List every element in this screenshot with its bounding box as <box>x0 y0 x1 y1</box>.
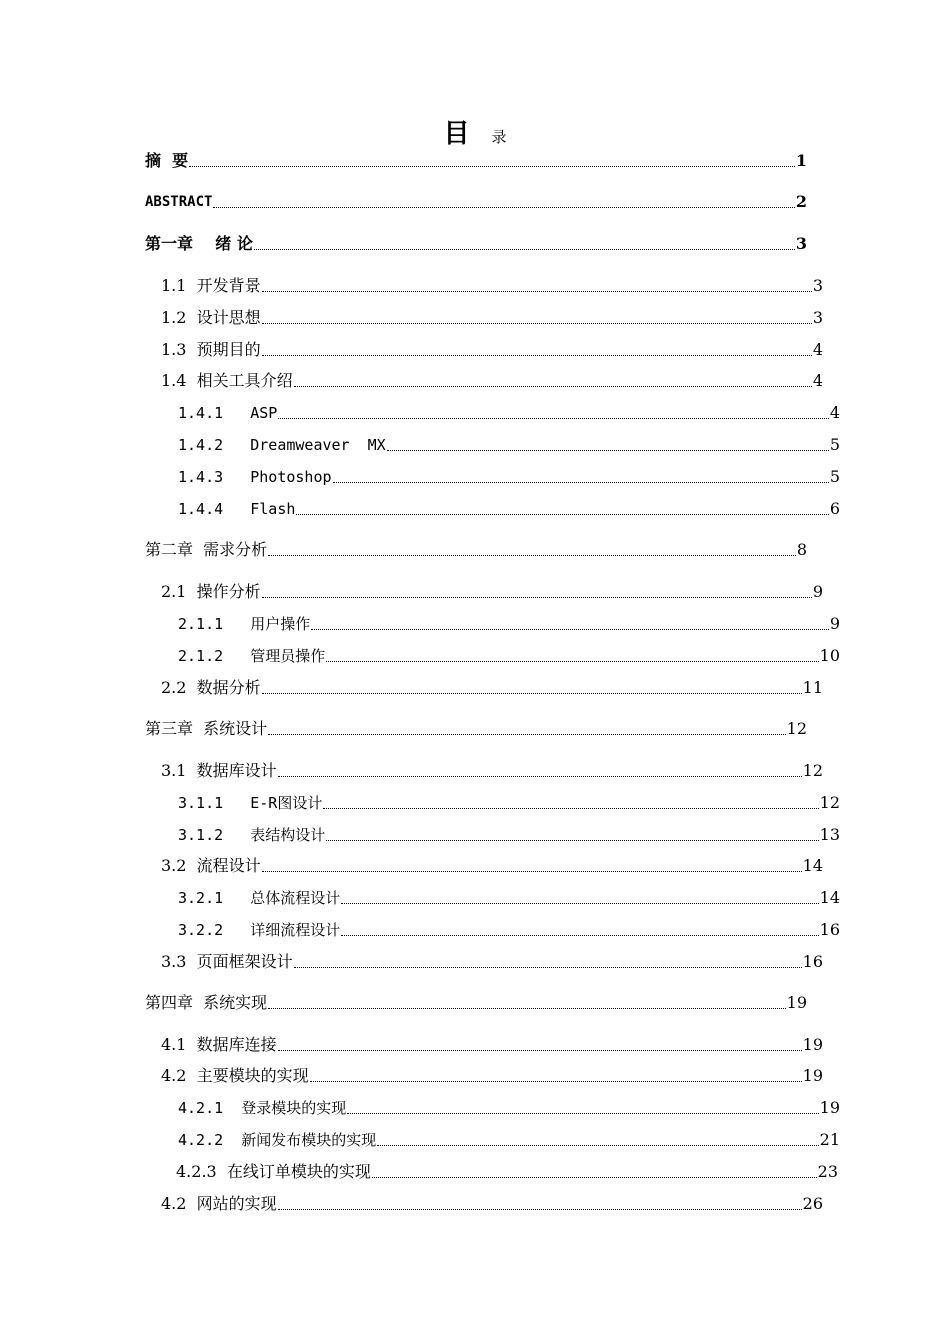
toc-leader-dots <box>296 512 828 515</box>
toc-entry-4-2-1[interactable] <box>145 1095 840 1119</box>
toc-entry-label: 2.2 数据分析 <box>161 678 261 697</box>
toc-entry-label: 2.1 操作分析 <box>161 582 261 601</box>
toc-entry-label: 4.2.2 新闻发布模块的实现 <box>178 1131 377 1149</box>
toc-entry-abstract-en[interactable] <box>145 189 807 213</box>
toc-entry-label: 1.4.2 Dreamweaver MX <box>178 436 386 454</box>
toc-entry-page: 14 <box>819 888 840 907</box>
toc-entry-3-2-2[interactable] <box>145 917 840 941</box>
toc-entry-page: 26 <box>802 1194 823 1213</box>
toc-leader-dots <box>262 289 812 292</box>
toc-entry-2-1[interactable] <box>145 579 823 603</box>
toc-entry-3-1[interactable] <box>145 758 823 782</box>
toc-entry-4-2-3[interactable] <box>145 1159 838 1183</box>
toc-entry-label: 1.1 开发背景 <box>161 276 261 295</box>
toc-entry-page: 14 <box>802 856 823 875</box>
toc-entry-chapter-2[interactable] <box>145 537 807 561</box>
toc-entry-label: 3.2.2 详细流程设计 <box>178 921 341 939</box>
toc-entry-page: 12 <box>802 761 823 780</box>
toc-title <box>0 113 950 150</box>
toc-entry-1-1[interactable] <box>145 273 823 297</box>
toc-entry-label: 1.4.1 ASP <box>178 404 278 422</box>
toc-entry-page: 4 <box>829 403 840 422</box>
toc-entry-label: 3.3 页面框架设计 <box>161 952 293 971</box>
toc-entry-4-2[interactable] <box>145 1063 823 1087</box>
toc-entry-page: 16 <box>802 952 823 971</box>
toc-entry-label: 4.2 主要模块的实现 <box>161 1066 309 1085</box>
toc-entry-page: 4 <box>812 340 823 359</box>
toc-entry-label: 摘 要 <box>145 151 189 170</box>
toc-entry-2-1-1[interactable] <box>145 611 840 635</box>
toc-leader-dots <box>326 659 818 662</box>
toc-entry-chapter-3[interactable] <box>145 716 807 740</box>
toc-leader-dots <box>268 732 785 735</box>
toc-entry-label: 1.3 预期目的 <box>161 340 261 359</box>
toc-leader-dots <box>262 321 812 324</box>
toc-entry-1-2[interactable] <box>145 305 823 329</box>
toc-entry-page: 3 <box>812 308 823 327</box>
toc-entry-label: 第一章 绪 论 <box>145 234 253 253</box>
toc-entry-page: 9 <box>812 582 823 601</box>
toc-entry-label: 第三章 系统设计 <box>145 719 268 738</box>
toc-entry-label: 4.2 网站的实现 <box>161 1194 277 1213</box>
toc-entry-page: 9 <box>829 614 840 633</box>
toc-entry-label: 3.2 流程设计 <box>161 856 261 875</box>
toc-entry-2-1-2[interactable] <box>145 643 840 667</box>
toc-leader-dots <box>213 205 794 208</box>
toc-leader-dots <box>347 1111 818 1114</box>
toc-entry-page: 19 <box>786 993 807 1012</box>
toc-entry-label: 1.4.3 Photoshop <box>178 468 332 486</box>
toc-entry-label: 第二章 需求分析 <box>145 540 268 559</box>
toc-leader-dots <box>278 1048 802 1051</box>
toc-leader-dots <box>262 595 812 598</box>
toc-entry-label: ABSTRACT <box>145 194 213 210</box>
toc-entry-3-1-1[interactable] <box>145 790 840 814</box>
toc-entry-label: 1.4.4 Flash <box>178 500 296 518</box>
toc-leader-dots <box>294 965 802 968</box>
toc-leader-dots <box>326 838 818 841</box>
toc-entry-abstract-cn[interactable] <box>145 148 807 172</box>
toc-leader-dots <box>278 1207 802 1210</box>
toc-entry-page: 8 <box>796 540 807 559</box>
toc-entry-page: 6 <box>829 499 840 518</box>
toc-entry-1-4-1[interactable] <box>145 400 840 424</box>
toc-entry-label: 3.2.1 总体流程设计 <box>178 889 341 907</box>
toc-leader-dots <box>333 480 829 483</box>
toc-entry-4-1[interactable] <box>145 1032 823 1056</box>
toc-entry-page: 11 <box>802 678 823 697</box>
toc-entry-3-2-1[interactable] <box>145 885 840 909</box>
toc-entry-label: 3.1.2 表结构设计 <box>178 826 326 844</box>
toc-entry-label: 1.2 设计思想 <box>161 308 261 327</box>
toc-entry-label: 1.4 相关工具介绍 <box>161 371 293 390</box>
toc-entry-label: 4.2.1 登录模块的实现 <box>178 1099 347 1117</box>
toc-entry-page: 2 <box>795 192 807 211</box>
toc-leader-dots <box>268 1006 785 1009</box>
toc-entry-chapter-1[interactable] <box>145 231 807 255</box>
toc-leader-dots <box>372 1175 817 1178</box>
toc-entry-1-4-2[interactable] <box>145 432 840 456</box>
toc-entry-2-2[interactable] <box>145 675 823 699</box>
toc-leader-dots <box>268 553 796 556</box>
toc-entry-label: 2.1.2 管理员操作 <box>178 647 326 665</box>
toc-entry-label: 4.2.3 在线订单模块的实现 <box>176 1162 371 1181</box>
toc-leader-dots <box>262 691 802 694</box>
toc-entry-label: 2.1.1 用户操作 <box>178 615 311 633</box>
toc-entry-label: 3.1 数据库设计 <box>161 761 277 780</box>
toc-entry-3-1-2[interactable] <box>145 822 840 846</box>
toc-entry-3-3[interactable] <box>145 949 823 973</box>
toc-leader-dots <box>278 774 802 777</box>
toc-entry-page: 16 <box>819 920 840 939</box>
toc-entry-page: 12 <box>786 719 807 738</box>
toc-leader-dots <box>189 164 795 167</box>
toc-leader-dots <box>262 869 802 872</box>
toc-entry-1-4-4[interactable] <box>145 496 840 520</box>
toc-leader-dots <box>341 901 818 904</box>
toc-entry-page: 4 <box>812 371 823 390</box>
toc-entry-label: 4.1 数据库连接 <box>161 1035 277 1054</box>
toc-entry-page: 21 <box>819 1130 840 1149</box>
toc-entry-chapter-4[interactable] <box>145 990 807 1014</box>
toc-entry-label: 3.1.1 E-R图设计 <box>178 794 323 812</box>
toc-entry-page: 5 <box>829 435 840 454</box>
toc-leader-dots <box>294 384 812 387</box>
toc-entry-1-4-3[interactable] <box>145 464 840 488</box>
toc-leader-dots <box>323 806 818 809</box>
toc-entry-page: 3 <box>795 234 807 253</box>
toc-leader-dots <box>278 416 828 419</box>
toc-entry-page: 5 <box>829 467 840 486</box>
toc-entry-4-2-2[interactable] <box>145 1127 840 1151</box>
toc-entry-page: 23 <box>817 1162 838 1181</box>
toc-leader-dots <box>310 1079 802 1082</box>
toc-entry-page: 3 <box>812 276 823 295</box>
toc-entry-page: 19 <box>802 1066 823 1085</box>
toc-entry-page: 10 <box>819 646 840 665</box>
toc-leader-dots <box>311 627 829 630</box>
toc-leader-dots <box>262 353 812 356</box>
toc-leader-dots <box>387 448 829 451</box>
toc-leader-dots <box>377 1143 818 1146</box>
toc-entry-1-3[interactable] <box>145 337 823 361</box>
toc-title-secondary: 录 <box>491 128 507 146</box>
toc-title-main: 目 <box>443 119 470 149</box>
toc-entry-label: 第四章 系统实现 <box>145 993 268 1012</box>
toc-entry-page: 19 <box>802 1035 823 1054</box>
toc-entry-page: 19 <box>819 1098 840 1117</box>
toc-entry-1-4[interactable] <box>145 368 823 392</box>
toc-entry-3-2[interactable] <box>145 853 823 877</box>
toc-entry-4-2-website[interactable] <box>145 1191 823 1215</box>
toc-leader-dots <box>341 933 818 936</box>
toc-leader-dots <box>254 247 795 250</box>
toc-entry-page: 1 <box>795 151 807 170</box>
toc-entry-page: 12 <box>819 793 840 812</box>
toc-entry-page: 13 <box>819 825 840 844</box>
